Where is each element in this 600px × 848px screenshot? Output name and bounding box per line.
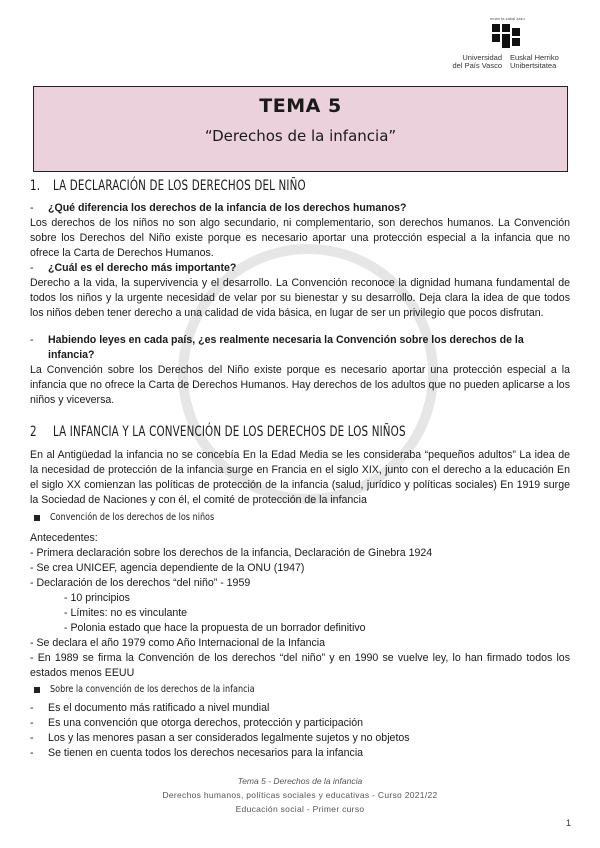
list-item: - Declaración de los derechos “del niño” - 1959 xyxy=(30,577,251,589)
logo-right-text: Euskal Herriko Unibertsitatea xyxy=(510,53,559,70)
topic-subtitle: “Derechos de la infancia” xyxy=(204,127,397,145)
section-1-heading: 1. LA DECLARACIÓN DE LOS DERECHOS DEL NIÑO xyxy=(30,178,306,194)
list-item: - En 1989 se firma la Convención de los derechos “del niño” y en 1990 se vuelve ley, lo han firmado todos los estados menos EEUU xyxy=(30,652,570,679)
topic-title: TEMA 5 xyxy=(259,95,342,117)
question-2: - ¿Cuál es el derecho más importante? xyxy=(30,262,237,274)
title-banner xyxy=(33,86,568,172)
logo-motto: eman ta zabal zazu xyxy=(490,16,525,21)
sub-list-item: - Polonia estado que hace la propuesta de un borrador definitivo xyxy=(64,622,366,634)
list-item: - Es el documento más ratificado a nivel mundial xyxy=(30,702,270,714)
subheading-about-convention: Sobre la convención de los derechos de la infancia xyxy=(34,684,291,695)
page-number: 1 xyxy=(566,818,572,828)
answer-3: La Convención sobre los Derechos del Niño existe porque es necesario aportar una protección especial a la infancia que no ofrece la Carta de Derechos Humanos. Hay derechos de los adultos que no pueden aplicarse a los niños y viceversa. xyxy=(30,364,570,406)
subheading-convention: Convención de los derechos de los niños xyxy=(34,512,243,523)
question-3: - Habiendo leyes en cada país, ¿es realmente necesaria la Convención sobre los derechos de la infancia? xyxy=(30,334,524,361)
university-logo xyxy=(446,14,566,74)
footer-program: Educación social - Primer curso xyxy=(235,804,365,814)
square-bullet-icon xyxy=(34,687,40,693)
sub-list-item: - 10 principios xyxy=(64,592,130,604)
footer-topic: Tema 5 - Derechos de la infancia xyxy=(237,776,363,786)
list-item: - Primera declaración sobre los derechos de la infancia, Declaración de Ginebra 1924 xyxy=(30,547,433,559)
antecedentes-label: Antecedentes: xyxy=(30,532,98,544)
answer-1: Los derechos de los niños no son algo secundario, ni complementario, son derechos humanos. La Convención sobre los Derechos del Niño existe porque es necesario aportar una protección especial a la infancia que no ofrece la Carta de Derechos Humanos. xyxy=(30,217,570,259)
list-item: - Se crea UNICEF, agencia dependiente de la ONU (1947) xyxy=(30,562,305,574)
section-2-intro: En al Antigüedad la infancia no se concebía En la Edad Media se les consideraba “pequeños adultos” La idea de la necesidad de protección de la infancia surge en Francia en el siglo XIX, junto con el derecho a la educación En el siglo XX comienzan las políticas de protección de la infancia (salud, jurídico y políticas sociales) En 1919 surge la Sociedad de Naciones y con él, el comité de protección de la infancia xyxy=(30,449,570,506)
list-item: - Se declara el año 1979 como Año Internacional de la Infancia xyxy=(30,637,326,649)
question-1: - ¿Qué diferencia los derechos de la infancia de los derechos humanos? xyxy=(30,202,407,214)
list-item: - Es una convención que otorga derechos, protección y participación xyxy=(30,717,364,729)
square-bullet-icon xyxy=(34,515,40,521)
logo-left-text: Universidad del País Vasco xyxy=(452,53,502,70)
list-item: - Los y las menores pasan a ser considerados legalmente sujetos y no objetos xyxy=(30,732,410,744)
section-2-heading: 2 LA INFANCIA Y LA CONVENCIÓN DE LOS DERECHOS DE LOS NIÑOS xyxy=(30,424,406,440)
sub-list-item: - Límites: no es vinculante xyxy=(64,607,188,619)
list-item: - Se tienen en cuenta todos los derechos necesarios para la infancia xyxy=(30,747,364,759)
university-emblem-icon xyxy=(490,22,522,50)
footer-course: Derechos humanos, políticas sociales y educativas - Curso 2021/22 xyxy=(162,790,438,800)
answer-2: Derecho a la vida, la supervivencia y el desarrollo. La Convención reconoce la dignidad humana fundamental de todos los niños y la urgente necesidad de velar por su bienestar y su desarrollo. Deja clara la idea de que todos los niños deben tener derecho a una calidad de vida básica, en lugar de ser un privilegio que pocos disfrutan. xyxy=(30,277,570,319)
